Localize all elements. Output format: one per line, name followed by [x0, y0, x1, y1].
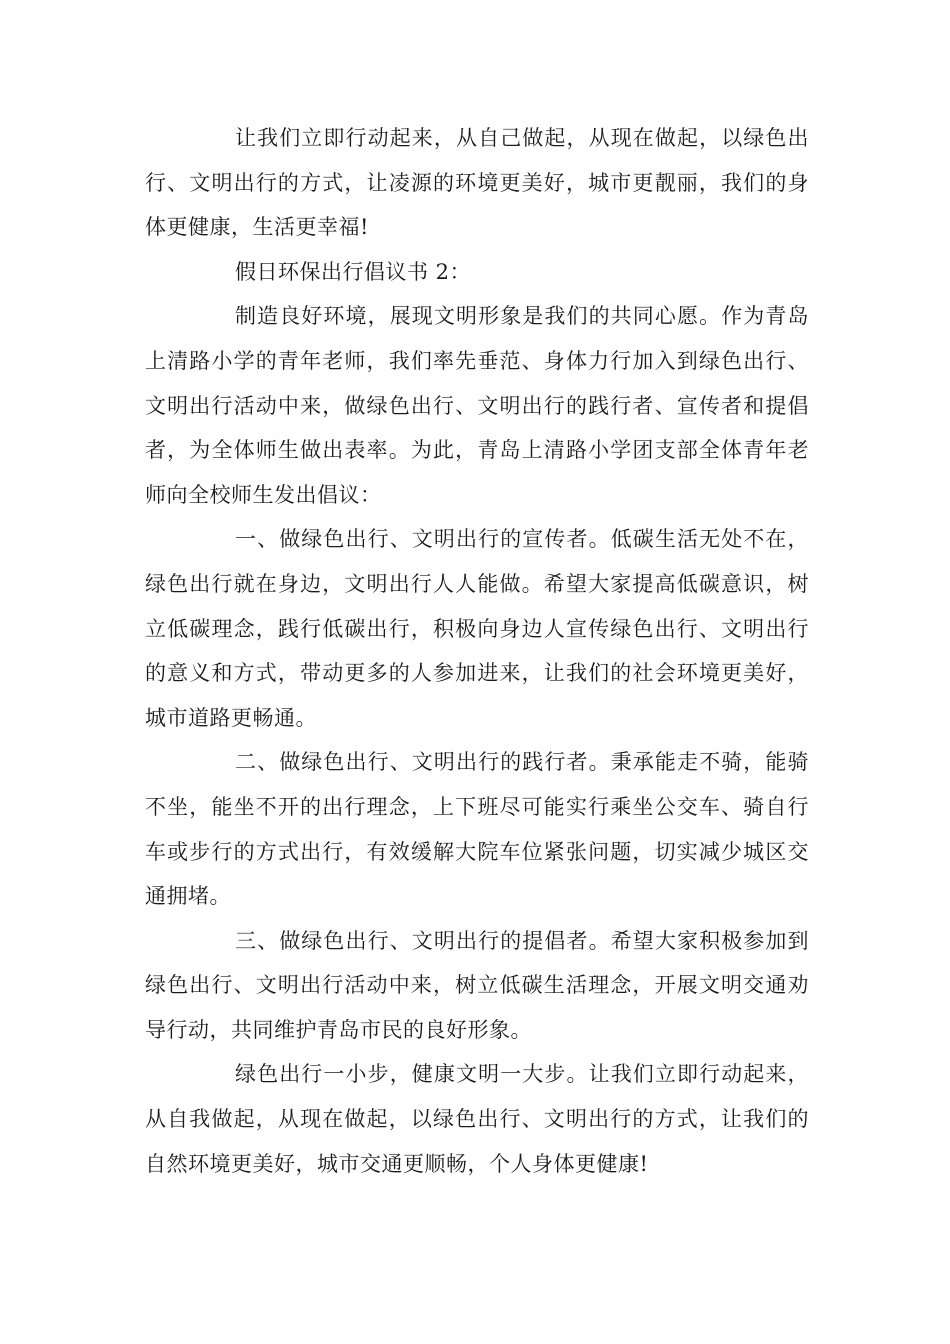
paragraph-intro-call: 让我们立即行动起来，从自己做起，从现在做起，以绿色出行、文明出行的方式，让凌源的环境更美好，城市更靓丽，我们的身体更健康，生活更幸福! — [145, 126, 809, 240]
paragraph-point-2: 二、做绿色出行、文明出行的践行者。秉承能走不骑，能骑不坐，能坐不开的出行理念，上下班尽可能实行乘坐公交车、骑自行车或步行的方式出行，有效缓解大院车位紧张问题，切实减少城区交通拥堵。 — [145, 750, 809, 909]
paragraph-point-3: 三、做绿色出行、文明出行的提倡者。希望大家积极参加到绿色出行、文明出行活动中来，树立低碳生活理念，开展文明交通劝导行动，共同维护青岛市民的良好形象。 — [145, 928, 809, 1042]
document-body — [145, 116, 809, 1186]
paragraph-heading-proposal-2: 假日环保出行倡议书 2： — [235, 259, 472, 284]
paragraph-closing: 绿色出行一小步，健康文明一大步。让我们立即行动起来，从自我做起，从现在做起，以绿色出行、文明出行的方式，让我们的自然环境更美好，城市交通更顺畅，个人身体更健康! — [145, 1062, 809, 1176]
paragraph-point-1: 一、做绿色出行、文明出行的宣传者。低碳生活无处不在，绿色出行就在身边，文明出行人人能做。希望大家提高低碳意识，树立低碳理念，践行低碳出行，积极向身边人宣传绿色出行、文明出行的意义和方式，带动更多的人参加进来，让我们的社会环境更美好，城市道路更畅通。 — [145, 527, 809, 730]
paragraph-preamble: 制造良好环境，展现文明形象是我们的共同心愿。作为青岛上清路小学的青年老师，我们率先垂范、身体力行加入到绿色出行、文明出行活动中来，做绿色出行、文明出行的践行者、宣传者和提倡者，为全体师生做出表率。为此，青岛上清路小学团支部全体青年老师向全校师生发出倡议： — [145, 304, 809, 507]
